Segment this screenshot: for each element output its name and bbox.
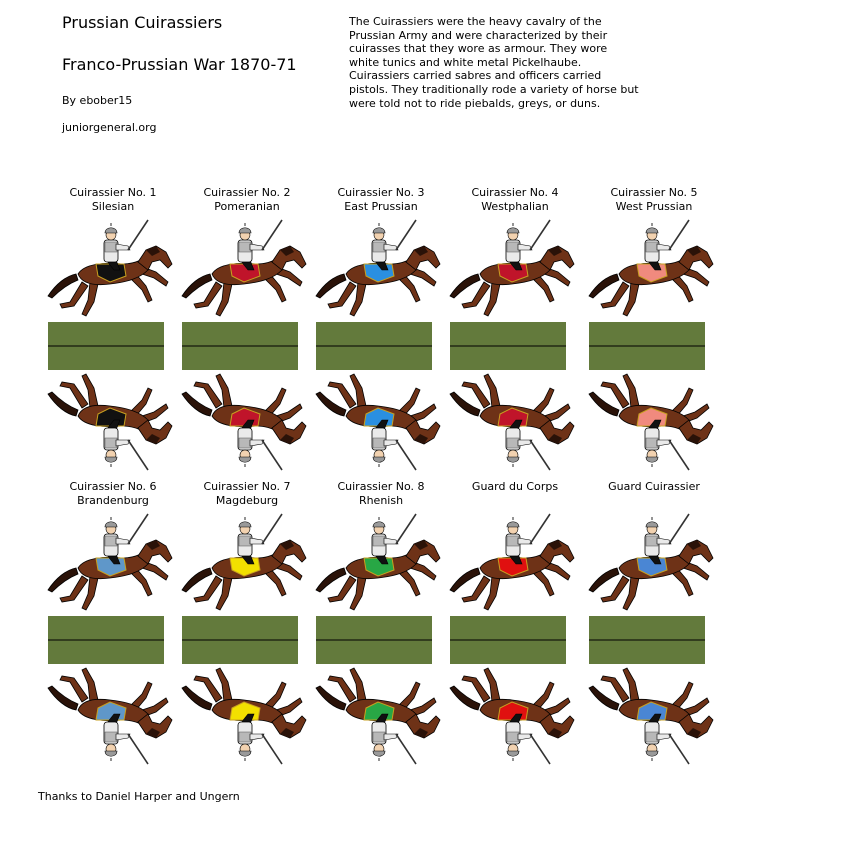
figure-lower: [182, 668, 306, 764]
figure-upper: [589, 220, 713, 316]
sabre-shape: [128, 440, 148, 470]
sabre-shape: [669, 514, 689, 544]
unit-name: Cuirassier No. 1: [69, 186, 157, 199]
sabre-shape: [669, 734, 689, 764]
unit-region: Westphalian: [481, 200, 549, 213]
figure-lower: [316, 374, 440, 470]
unit-label: [177, 480, 317, 508]
sabre-shape: [396, 440, 416, 470]
sabre-shape: [396, 734, 416, 764]
page-title: Prussian Cuirassiers: [62, 13, 223, 32]
cuirassier-figure: [316, 510, 446, 781]
unit-label: [445, 186, 585, 214]
cuirassier-figure: [450, 216, 580, 487]
unit-name: Cuirassier No. 3: [337, 186, 425, 199]
figure-upper: [182, 514, 306, 610]
figure-upper: [450, 514, 574, 610]
credits-text: Thanks to Daniel Harper and Ungern: [38, 790, 240, 803]
unit-name: Guard Cuirassier: [608, 480, 700, 493]
figure-lower: [48, 374, 172, 470]
unit-label: [584, 480, 724, 494]
cuirassier-figure: [316, 216, 446, 487]
cuirassier-figure: [182, 510, 312, 781]
cuirassier-figure: [182, 216, 312, 487]
figure-upper: [48, 514, 172, 610]
cuirassier-figure: [589, 216, 719, 487]
sabre-shape: [669, 440, 689, 470]
sabre-shape: [262, 440, 282, 470]
sabre-shape: [262, 734, 282, 764]
figure-upper: [450, 220, 574, 316]
unit-label: [311, 480, 451, 508]
sabre-shape: [128, 220, 148, 250]
cuirassier-figure: [589, 510, 719, 781]
sabre-shape: [262, 514, 282, 544]
sabre-shape: [530, 734, 550, 764]
unit-region: Magdeburg: [215, 494, 279, 507]
figure-lower: [48, 668, 172, 764]
sabre-shape: [530, 514, 550, 544]
unit-label: [177, 186, 317, 214]
unit-name: Cuirassier No. 8: [337, 480, 425, 493]
figure-lower: [316, 668, 440, 764]
unit-region: Rhenish: [358, 494, 404, 507]
unit-label: [445, 480, 585, 494]
figure-upper: [182, 220, 306, 316]
sabre-shape: [530, 220, 550, 250]
unit-name: Cuirassier No. 5: [610, 186, 698, 199]
cuirassier-figure: [48, 510, 178, 781]
figure-upper: [316, 220, 440, 316]
unit-label: [43, 480, 183, 508]
unit-region: East Prussian: [344, 200, 418, 213]
unit-region: West Prussian: [615, 200, 693, 213]
unit-label: [43, 186, 183, 214]
figure-lower: [450, 374, 574, 470]
figure-lower: [182, 374, 306, 470]
unit-name: Cuirassier No. 7: [203, 480, 291, 493]
cuirassier-figure: [450, 510, 580, 781]
unit-name: Guard du Corps: [471, 480, 559, 493]
author-credit: By ebober15: [62, 94, 133, 107]
unit-label: [311, 186, 451, 214]
unit-region: Silesian: [91, 200, 135, 213]
figure-lower: [589, 374, 713, 470]
figure-lower: [450, 668, 574, 764]
page-subtitle: Franco-Prussian War 1870-71: [62, 55, 297, 74]
cuirassier-figure: [48, 216, 178, 487]
unit-name: Cuirassier No. 2: [203, 186, 291, 199]
sabre-shape: [128, 734, 148, 764]
sabre-shape: [530, 440, 550, 470]
figure-upper: [316, 514, 440, 610]
sabre-shape: [396, 514, 416, 544]
sabre-shape: [262, 220, 282, 250]
sabre-shape: [396, 220, 416, 250]
figure-upper: [589, 514, 713, 610]
unit-label: [584, 186, 724, 214]
sabre-shape: [128, 514, 148, 544]
website-label: juniorgeneral.org: [62, 121, 157, 134]
sabre-shape: [669, 220, 689, 250]
figure-upper: [48, 220, 172, 316]
unit-region: Brandenburg: [77, 494, 149, 507]
description-text: The Cuirassiers were the heavy cavalry of the Prussian Army and were characterized by their cuirasses that they wore as armour. They wore white tunics and white metal Pickelhaube. Cuirassiers carried sabres and officers carried pistols. They traditionally rode a variety of horse but were told not to ride piebalds, greys, or duns.: [349, 15, 639, 110]
unit-region: Pomeranian: [214, 200, 280, 213]
unit-name: Cuirassier No. 6: [69, 480, 157, 493]
unit-name: Cuirassier No. 4: [471, 186, 559, 199]
figure-lower: [589, 668, 713, 764]
